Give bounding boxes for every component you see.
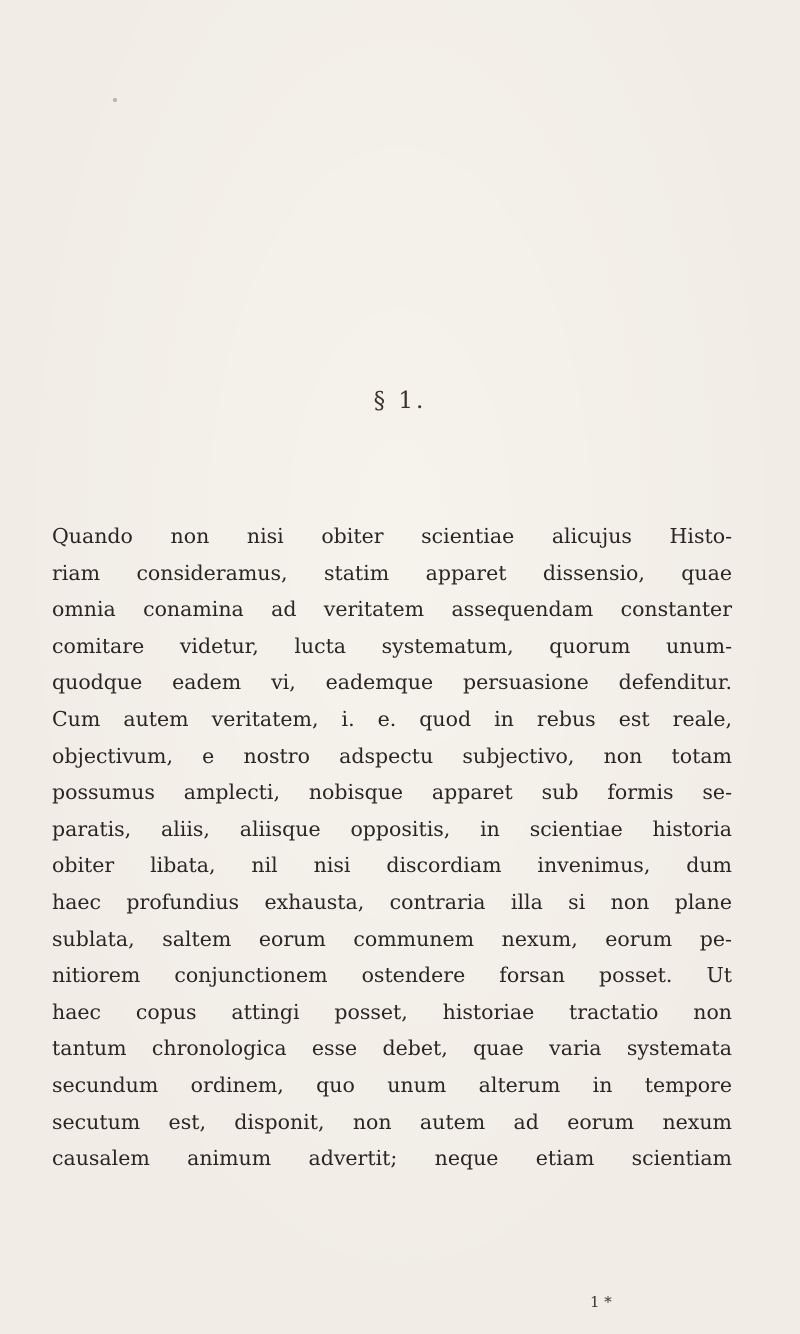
text-line: paratis, aliis, aliisque oppositis, in scientiae historia [52,816,732,841]
text-line: comitare videtur, lucta systematum, quorum unum- [52,633,732,658]
paper-speck [113,98,117,102]
text-line: sublata, saltem eorum communem nexum, eorum pe- [52,926,732,951]
body-paragraph [52,518,732,1177]
signature-mark: 1 * [590,1293,612,1311]
text-line: Cum autem veritatem, i. e. quod in rebus est reale, [52,706,732,731]
text-line: objectivum, e nostro adspectu subjectivo, non totam [52,743,732,768]
text-line: haec copus attingi posset, historiae tractatio non [52,999,732,1024]
text-line: secundum ordinem, quo unum alterum in tempore [52,1072,732,1097]
text-line: haec profundius exhausta, contraria illa si non plane [52,889,732,914]
text-line: riam consideramus, statim apparet dissensio, quae [52,560,732,585]
text-line: Quando non nisi obiter scientiae alicujus Histo- [52,524,732,548]
text-line: secutum est, disponit, non autem ad eorum nexum [52,1109,732,1134]
text-line: nitiorem conjunctionem ostendere forsan posset. Ut [52,963,732,988]
text-line: omnia conamina ad veritatem assequendam constanter [52,597,732,622]
text-line: causalem animum advertit; neque etiam scientiam [52,1146,732,1171]
text-line: possumus amplecti, nobisque apparet sub formis se- [52,780,732,805]
text-line: tantum chronologica esse debet, quae varia systemata [52,1036,732,1061]
section-heading: § 1. [373,388,427,414]
text-line: obiter libata, nil nisi discordiam invenimus, dum [52,853,732,878]
text-line: quodque eadem vi, eademque persuasione defenditur. [52,670,732,695]
